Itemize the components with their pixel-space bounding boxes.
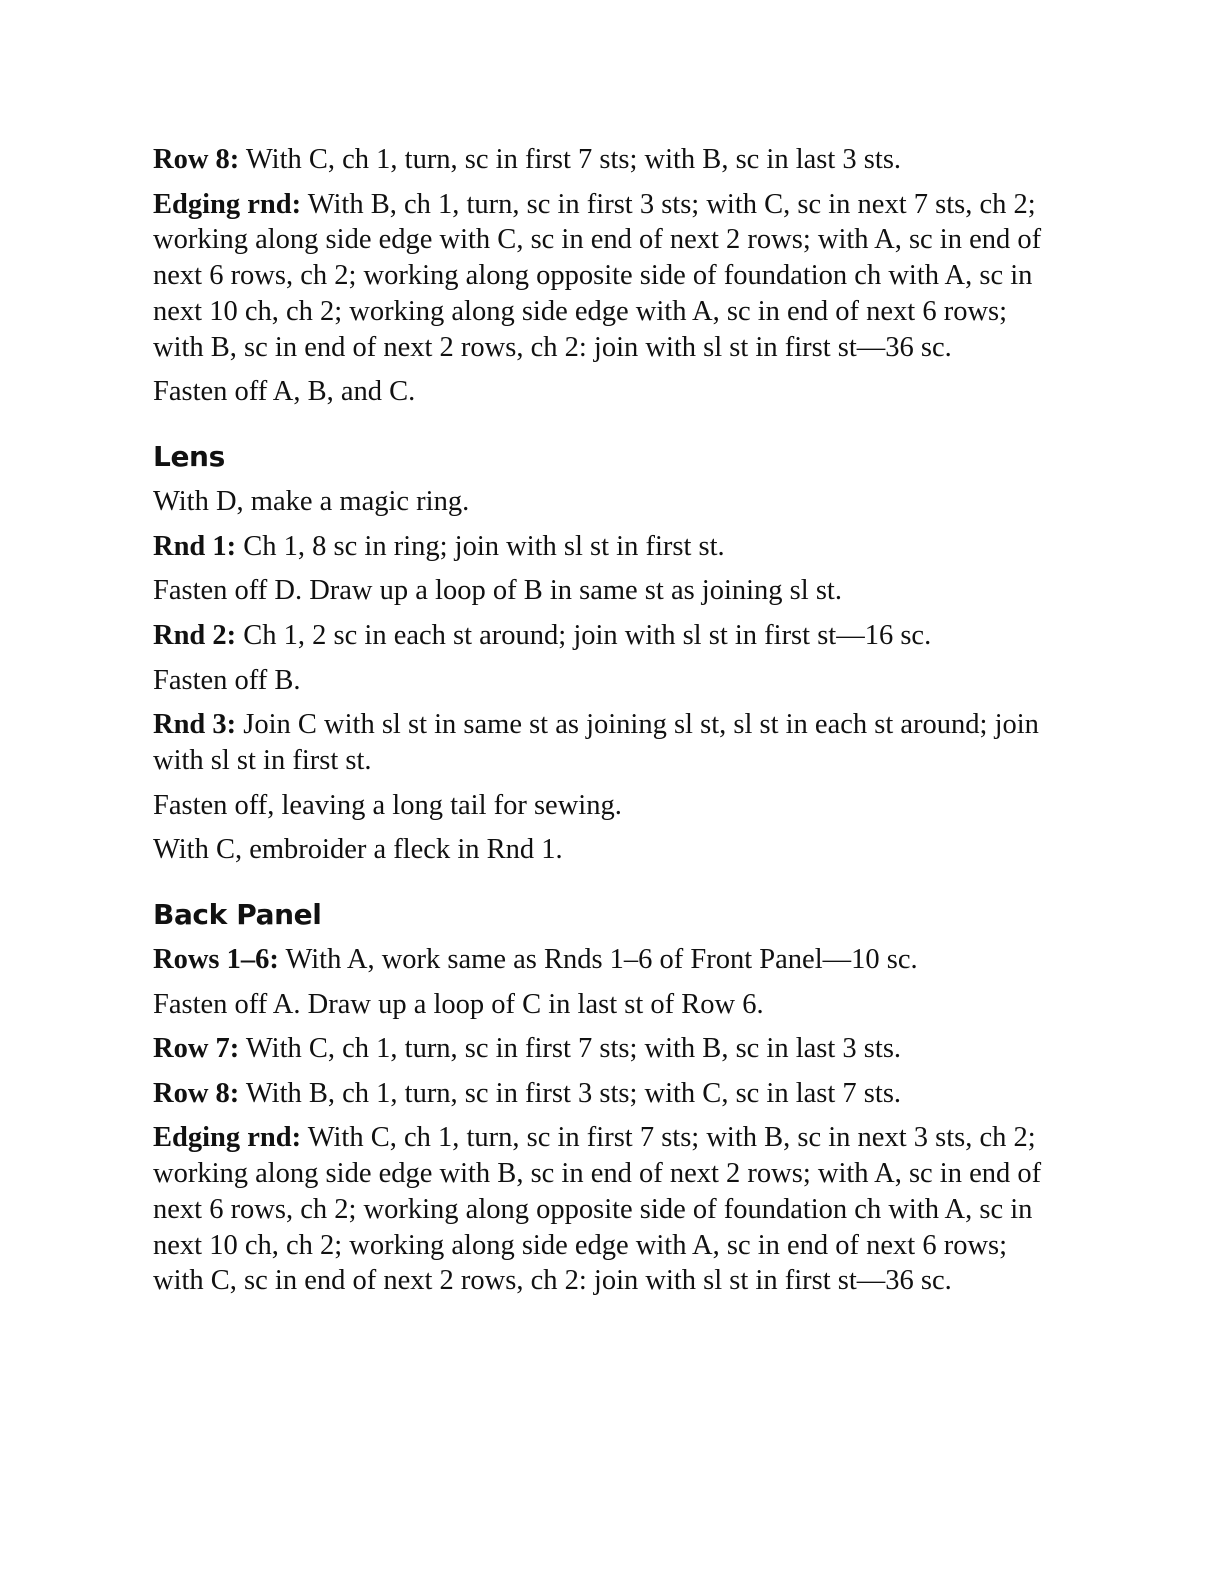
instruction-text: Fasten off D. Draw up a loop of B in same st as joining sl st.: [153, 575, 842, 607]
instruction-paragraph: [153, 663, 1063, 699]
document-page: [153, 142, 1063, 1308]
instruction-paragraph: [153, 1120, 1063, 1299]
instruction-paragraph: [153, 187, 1063, 366]
instruction-text: With C, ch 1, turn, sc in first 7 sts; with B, sc in last 3 sts.: [239, 1033, 902, 1065]
instruction-paragraph: [153, 142, 1063, 178]
instruction-label: Rnd 2:: [153, 619, 237, 651]
instruction-paragraph: [153, 1031, 1063, 1067]
instruction-label: Row 8:: [153, 144, 240, 175]
instruction-label: Rnd 1:: [153, 530, 237, 562]
instruction-label: Edging rnd:: [153, 1122, 302, 1154]
instruction-label: Row 8:: [153, 1077, 240, 1109]
instruction-text: Join C with sl st in same st as joining sl st, sl st in each st around; join with sl st in first st.: [153, 709, 1039, 776]
instruction-text: With C, ch 1, turn, sc in first 7 sts; with B, sc in next 3 sts, ch 2; working along side edge with B, sc in end of next 2 rows; with A, sc in end of next 6 rows, ch 2; working along opposite side of foundation ch with A, sc in next 10 ch, ch 2; working along side edge with A, sc in end of next 6 rows; with C, sc in end of next 2 rows, ch 2: join with sl st in first st—36 sc.: [153, 1122, 1042, 1297]
section-heading-lens: Lens: [153, 440, 225, 474]
instruction-paragraph: [153, 707, 1063, 779]
instruction-text: Ch 1, 2 sc in each st around; join with sl st in first st—16 sc.: [236, 619, 932, 651]
section-heading-back-panel: Back Panel: [153, 897, 322, 931]
instruction-text: Fasten off A. Draw up a loop of C in last st of Row 6.: [153, 988, 764, 1020]
instruction-text: With C, embroider a fleck in Rnd 1.: [153, 834, 563, 866]
instruction-label: Edging rnd:: [153, 188, 302, 220]
instruction-paragraph: [153, 618, 1063, 654]
instruction-text: With B, ch 1, turn, sc in first 3 sts; with C, sc in next 7 sts, ch 2; working along side edge with C, sc in end of next 2 rows; with A, sc in end of next 6 rows, ch 2; working along opposite side of foundation ch with A, sc in next 10 ch, ch 2; working along side edge with A, sc in end of next 6 rows; with B, sc in end of next 2 rows, ch 2: join with sl st in first st—36 sc.: [153, 188, 1042, 363]
instruction-label: Row 7:: [153, 1033, 240, 1065]
instruction-paragraph: [153, 573, 1063, 609]
instruction-text: With B, ch 1, turn, sc in first 3 sts; with C, sc in last 7 sts.: [239, 1077, 902, 1109]
back-panel-section: [153, 897, 1063, 1299]
instruction-text: Fasten off, leaving a long tail for sewing.: [153, 789, 622, 821]
instruction-text: With A, work same as Rnds 1–6 of Front Panel—10 sc.: [278, 943, 918, 975]
instruction-paragraph: [153, 942, 1063, 978]
instruction-paragraph: [153, 788, 1063, 824]
instruction-label: Rnd 3:: [153, 709, 237, 741]
lens-section: [153, 439, 1063, 868]
instruction-paragraph: [153, 1076, 1063, 1112]
instruction-text: With C, ch 1, turn, sc in first 7 sts; with B, sc in last 3 sts.: [239, 144, 902, 175]
instruction-text: Fasten off A, B, and C.: [153, 376, 416, 408]
instruction-label: Rows 1–6:: [153, 943, 279, 975]
instruction-text: Fasten off B.: [153, 664, 301, 696]
instruction-paragraph: [153, 529, 1063, 565]
instruction-paragraph: [153, 832, 1063, 868]
instruction-paragraph: [153, 987, 1063, 1023]
instruction-paragraph: [153, 374, 1063, 410]
front-panel-continuation: [153, 142, 1063, 410]
instruction-text: Ch 1, 8 sc in ring; join with sl st in first st.: [236, 530, 725, 562]
instruction-paragraph: [153, 484, 1063, 520]
instruction-text: With D, make a magic ring.: [153, 486, 470, 518]
